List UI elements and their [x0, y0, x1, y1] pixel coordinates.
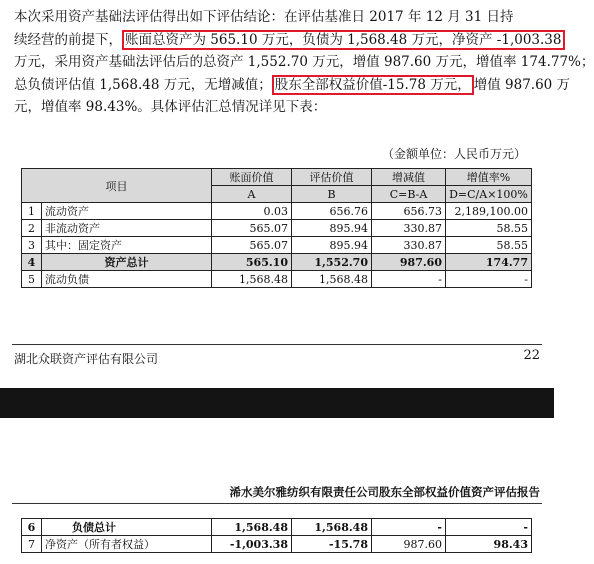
row-book: 565.07 — [212, 220, 292, 237]
subheader-rate: D=C/A×100% — [446, 186, 532, 203]
row-no: 3 — [22, 237, 42, 254]
row-change: - — [372, 519, 446, 536]
page-gap — [0, 388, 554, 418]
table-header-row — [22, 169, 532, 186]
row-no: 6 — [22, 519, 42, 536]
row-book: 565.10 — [212, 254, 292, 271]
row-appraised: 1,568.48 — [292, 271, 372, 288]
subheader-appraised: B — [292, 186, 372, 203]
footer-company: 湖北众联资产评估有限公司 — [14, 352, 159, 366]
row-item: 流动负债 — [42, 271, 212, 288]
row-rate: 58.55 — [446, 237, 532, 254]
footer-rule — [12, 344, 542, 345]
row-item: 负债总计 — [42, 519, 212, 536]
row-change: - — [372, 271, 446, 288]
header-rate: 增值率% — [446, 169, 532, 186]
row-rate: - — [446, 519, 532, 536]
row-rate: 58.55 — [446, 220, 532, 237]
row-no: 7 — [22, 536, 42, 553]
table-row-total-liabilities — [22, 519, 532, 536]
row-appraised: 1,552.70 — [292, 254, 372, 271]
row-no: 1 — [22, 203, 42, 220]
row-change: 330.87 — [372, 220, 446, 237]
row-no: 5 — [22, 271, 42, 288]
table-row — [22, 203, 532, 220]
header-rule — [12, 503, 542, 504]
header-item: 项目 — [22, 169, 212, 203]
para-line-1: 本次采用资产基础法评估得出如下评估结论：在评估基准日 2017 年 12 月 31 日持 — [14, 9, 514, 25]
row-rate: 174.77 — [446, 254, 532, 271]
row-rate: 98.43 — [446, 536, 532, 553]
table-row-net-assets — [22, 536, 532, 553]
row-no: 2 — [22, 220, 42, 237]
row-book: 0.03 — [212, 203, 292, 220]
table-row — [22, 271, 532, 288]
header-book-value: 账面价值 — [212, 169, 292, 186]
row-change: 987.60 — [372, 254, 446, 271]
row-appraised: 656.76 — [292, 203, 372, 220]
highlight-equity-value: 股东全部权益价值-15.78 万元， — [272, 75, 474, 95]
row-appraised: 895.94 — [292, 220, 372, 237]
row-change: 656.73 — [372, 203, 446, 220]
row-item: 流动资产 — [42, 203, 212, 220]
valuation-summary-table-continued — [21, 518, 532, 553]
subheader-change: C=B-A — [372, 186, 446, 203]
row-no: 4 — [22, 254, 42, 271]
table-row-total-assets — [22, 254, 532, 271]
row-book: 1,568.48 — [212, 271, 292, 288]
para-line-4-text: 总负债评估值 1,568.48 万元，无增减值； — [14, 76, 272, 93]
header-appraised-value: 评估价值 — [292, 169, 372, 186]
row-change: 330.87 — [372, 237, 446, 254]
para-line-4 — [14, 74, 571, 97]
row-book: -1,003.38 — [212, 536, 292, 553]
report-page-23 — [0, 418, 554, 564]
header-change: 增减值 — [372, 169, 446, 186]
highlight-book-values: 账面总资产为 565.10 万元，负债为 1,568.48 万元，净资产 -1,003.38 — [122, 30, 565, 50]
para-line-2 — [14, 29, 562, 52]
row-change: 987.60 — [372, 536, 446, 553]
row-appraised: -15.78 — [292, 536, 372, 553]
valuation-summary-table — [21, 168, 532, 288]
table-row — [22, 237, 532, 254]
table-row — [22, 220, 532, 237]
para-line-2-text: 续经营的前提下， — [14, 31, 122, 48]
row-rate: - — [446, 271, 532, 288]
row-appraised: 1,568.48 — [292, 519, 372, 536]
unit-note: （金额单位：人民币万元） — [381, 147, 526, 161]
row-rate: 2,189,100.00 — [446, 203, 532, 220]
row-item: 净资产（所有者权益） — [42, 536, 212, 553]
row-item: 资产总计 — [42, 254, 212, 271]
para-line-4-tail: 增值 987.60 万 — [473, 76, 571, 93]
conclusion-paragraph — [14, 6, 594, 119]
page-header-title: 浠水美尔雅纺织有限责任公司股东全部权益价值资产评估报告 — [229, 485, 540, 499]
page-number: 22 — [523, 348, 540, 363]
para-line-5: 元，增值率 98.43%。具体评估汇总情况详见下表： — [14, 99, 327, 115]
para-line-3: 万元，采用资产基础法评估后的总资产 1,552.70 万元，增值 987.60 万元，增值率 174.77%； — [14, 54, 594, 70]
row-item: 其中：固定资产 — [42, 237, 212, 254]
row-book: 565.07 — [212, 237, 292, 254]
subheader-book: A — [212, 186, 292, 203]
row-book: 1,568.48 — [212, 519, 292, 536]
row-appraised: 895.94 — [292, 237, 372, 254]
row-item: 非流动资产 — [42, 220, 212, 237]
